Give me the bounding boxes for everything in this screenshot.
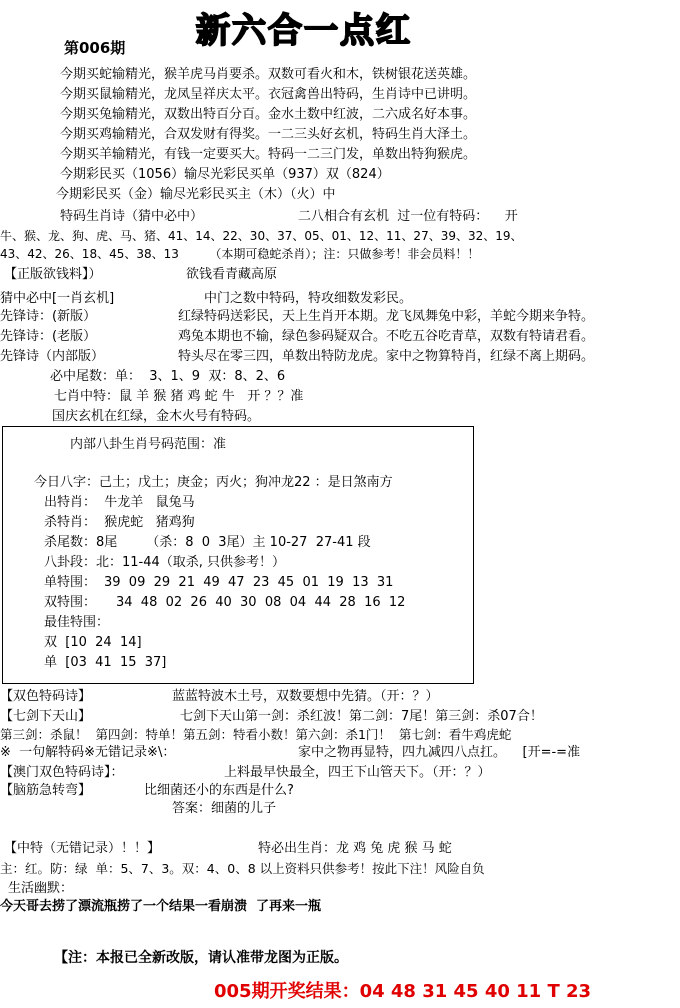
xianfeng-label: 先锋诗（内部版） xyxy=(0,349,105,364)
note: 【注：本报已全新改版，请认准带龙图为正版。 xyxy=(54,950,348,966)
xianfeng-text: 鸡兔本期也不输，绿色参码疑双合。不吃五谷吃青草，双数有特请君看。 xyxy=(178,329,595,344)
issue-number: 第006期 xyxy=(64,39,126,57)
shuangse-text: 蓝蓝特波木土号，双数要想中先猜。（开：？） xyxy=(172,689,439,704)
shuangse-label: 【双色特码诗】 xyxy=(0,689,92,704)
box-best-shuang: 双 [10 24 14] xyxy=(44,635,142,650)
yiju-text: 家中之物再显特，四九减四八点扛。 [开=-=准 xyxy=(298,745,581,760)
qijian-line1: 七剑下天山第一剑：杀红波！第二剑：7尾！第三剑：杀07合！ xyxy=(180,709,543,724)
xianfeng-text: 红绿特码送彩民，天上生肖开本期。龙飞凤舞兔中彩，羊蛇今期来争特。 xyxy=(178,309,595,324)
xianfeng-label: 先锋诗：(新版） xyxy=(0,309,97,324)
intro-line: 今期买鸡输精光，合双发财有得奖。一二三头好玄机，特码生肖大泽土。 xyxy=(60,127,477,142)
aomen-text: 上料最早快最全，四王下山管天下。（开：？） xyxy=(224,765,491,780)
tail-numbers: 必中尾数：单： 3、1、9 双：8、2、6 xyxy=(50,369,286,384)
box-best-dan: 单 [03 41 15 37] xyxy=(44,655,167,670)
intro-line: 今期彩民买（1056）输尽光彩民买单（937）双（824） xyxy=(60,167,390,182)
qijian-line2: 第三剑：杀鼠！ 第四剑：特单！第五剑：特看小数！第六剑：杀1门！ 第七剑：看牛鸡虎蛇 xyxy=(0,727,512,742)
box-bazi: 今日八字：己土；戊土；庚金；丙火；狗冲龙22 ：是日煞南方 xyxy=(34,475,393,490)
box-shawei: 杀尾数：8尾 （杀：8 0 3尾）主 10-27 27-41 段 xyxy=(44,535,371,550)
box-shuang-label: 双特围： xyxy=(44,595,97,610)
box-bagua: 八卦段：北：11-44（取杀, 只供参考！） xyxy=(44,555,286,570)
tema-numbers-2: 43、42、26、18、45、38、13 （本期可稳蛇杀肖）；注：只做参考！非会员料！！ xyxy=(0,247,480,261)
zhengban-text: 欲钱看青藏高原 xyxy=(186,267,278,282)
box-sha: 杀特肖： 猴虎蛇 猪鸡狗 xyxy=(44,515,195,530)
zhongte-text: 特必出生肖：龙 鸡 兔 虎 猴 马 蛇 xyxy=(258,841,452,856)
tema-numbers-1: 牛、猴、龙、狗、虎、马、猪、41、14、22、30、37、05、01、12、11、27、39、32、19、 xyxy=(0,229,523,243)
aomen-label: 【澳门双色特码诗】： xyxy=(0,765,124,780)
guess-label: 猜中必中[一肖玄机] xyxy=(0,291,115,306)
box-shuang: 34 48 02 26 40 30 08 04 44 28 16 12 xyxy=(116,595,406,610)
zhu-fang: 主：红。防：绿 单：5、7、3。双：4、0、8 以上资料只供参考！按此下注！风险自负 xyxy=(0,861,485,876)
tema-label: 特码生肖诗（猜中必中） xyxy=(60,209,204,224)
zhengban-label: 【正版欲钱料】） xyxy=(4,267,102,282)
qijian-label: 【七剑下天山】 xyxy=(0,709,92,724)
xianfeng-text: 特头尽在零三四，单数出特防龙虎。家中之物算特肖，红绿不离上期码。 xyxy=(178,349,595,364)
intro-line: 今期买蛇输精光，猴羊虎马肖要杀。双数可看火和木，铁树银花送英雄。 xyxy=(60,67,477,82)
naojin-answer: 答案：细菌的儿子 xyxy=(172,801,277,816)
youmo-label: 生活幽默： xyxy=(8,881,74,896)
box-chu: 出特肖： 牛龙羊 鼠兔马 xyxy=(44,495,195,510)
zhongte-label: 【中特（无错记录）！！】 xyxy=(4,841,161,856)
tema-text: 二八相合有玄机 过一位有特码： 开 xyxy=(298,209,518,224)
yiju-label: ※ 一句解特码※无错记录※\： xyxy=(0,745,176,760)
intro-line: 今期买羊输精光，有钱一定要买大。特码一二三门发，单数出特狗猴虎。 xyxy=(60,147,477,162)
page-title: 新六合一点红 xyxy=(196,11,412,51)
youmo-text: 今天哥去捞了漂流瓶捞了一个结果一看崩溃 了再来一瓶 xyxy=(0,899,322,914)
xianfeng-label: 先锋诗：(老版） xyxy=(0,329,97,344)
guess-text: 中门之数中特码，特攻细数发彩民。 xyxy=(204,291,413,306)
qixiao: 七肖中特：鼠 羊 猴 猪 鸡 蛇 牛 开 ？？准 xyxy=(54,389,304,404)
intro-line: 今期彩民买（金）输尽光彩民买主（木）（火）中 xyxy=(56,187,336,202)
guoqing: 国庆玄机在红绿，金木火号有特码。 xyxy=(52,409,261,424)
box-dan-label: 单特围： xyxy=(44,575,97,590)
box-title: 内部八卦生肖号码范围：准 xyxy=(70,437,227,452)
naojin-question: 比细菌还小的东西是什么? xyxy=(144,783,294,798)
box-dan: 39 09 29 21 49 47 23 45 01 19 13 31 xyxy=(104,575,394,590)
box-best-label: 最佳特围： xyxy=(44,615,110,630)
intro-line: 今期买兔输精光，双数出特百分百。金水土数中红波，二六成名好本事。 xyxy=(60,107,477,122)
result-banner: 005期开奖结果：04 48 31 45 40 11 T 23 xyxy=(214,981,592,1002)
intro-line: 今期买鼠输精光，龙凤呈祥庆太平。衣冠禽兽出特码，生肖诗中已讲明。 xyxy=(60,87,477,102)
naojin-label: 【脑筋急转弯】 xyxy=(0,783,92,798)
